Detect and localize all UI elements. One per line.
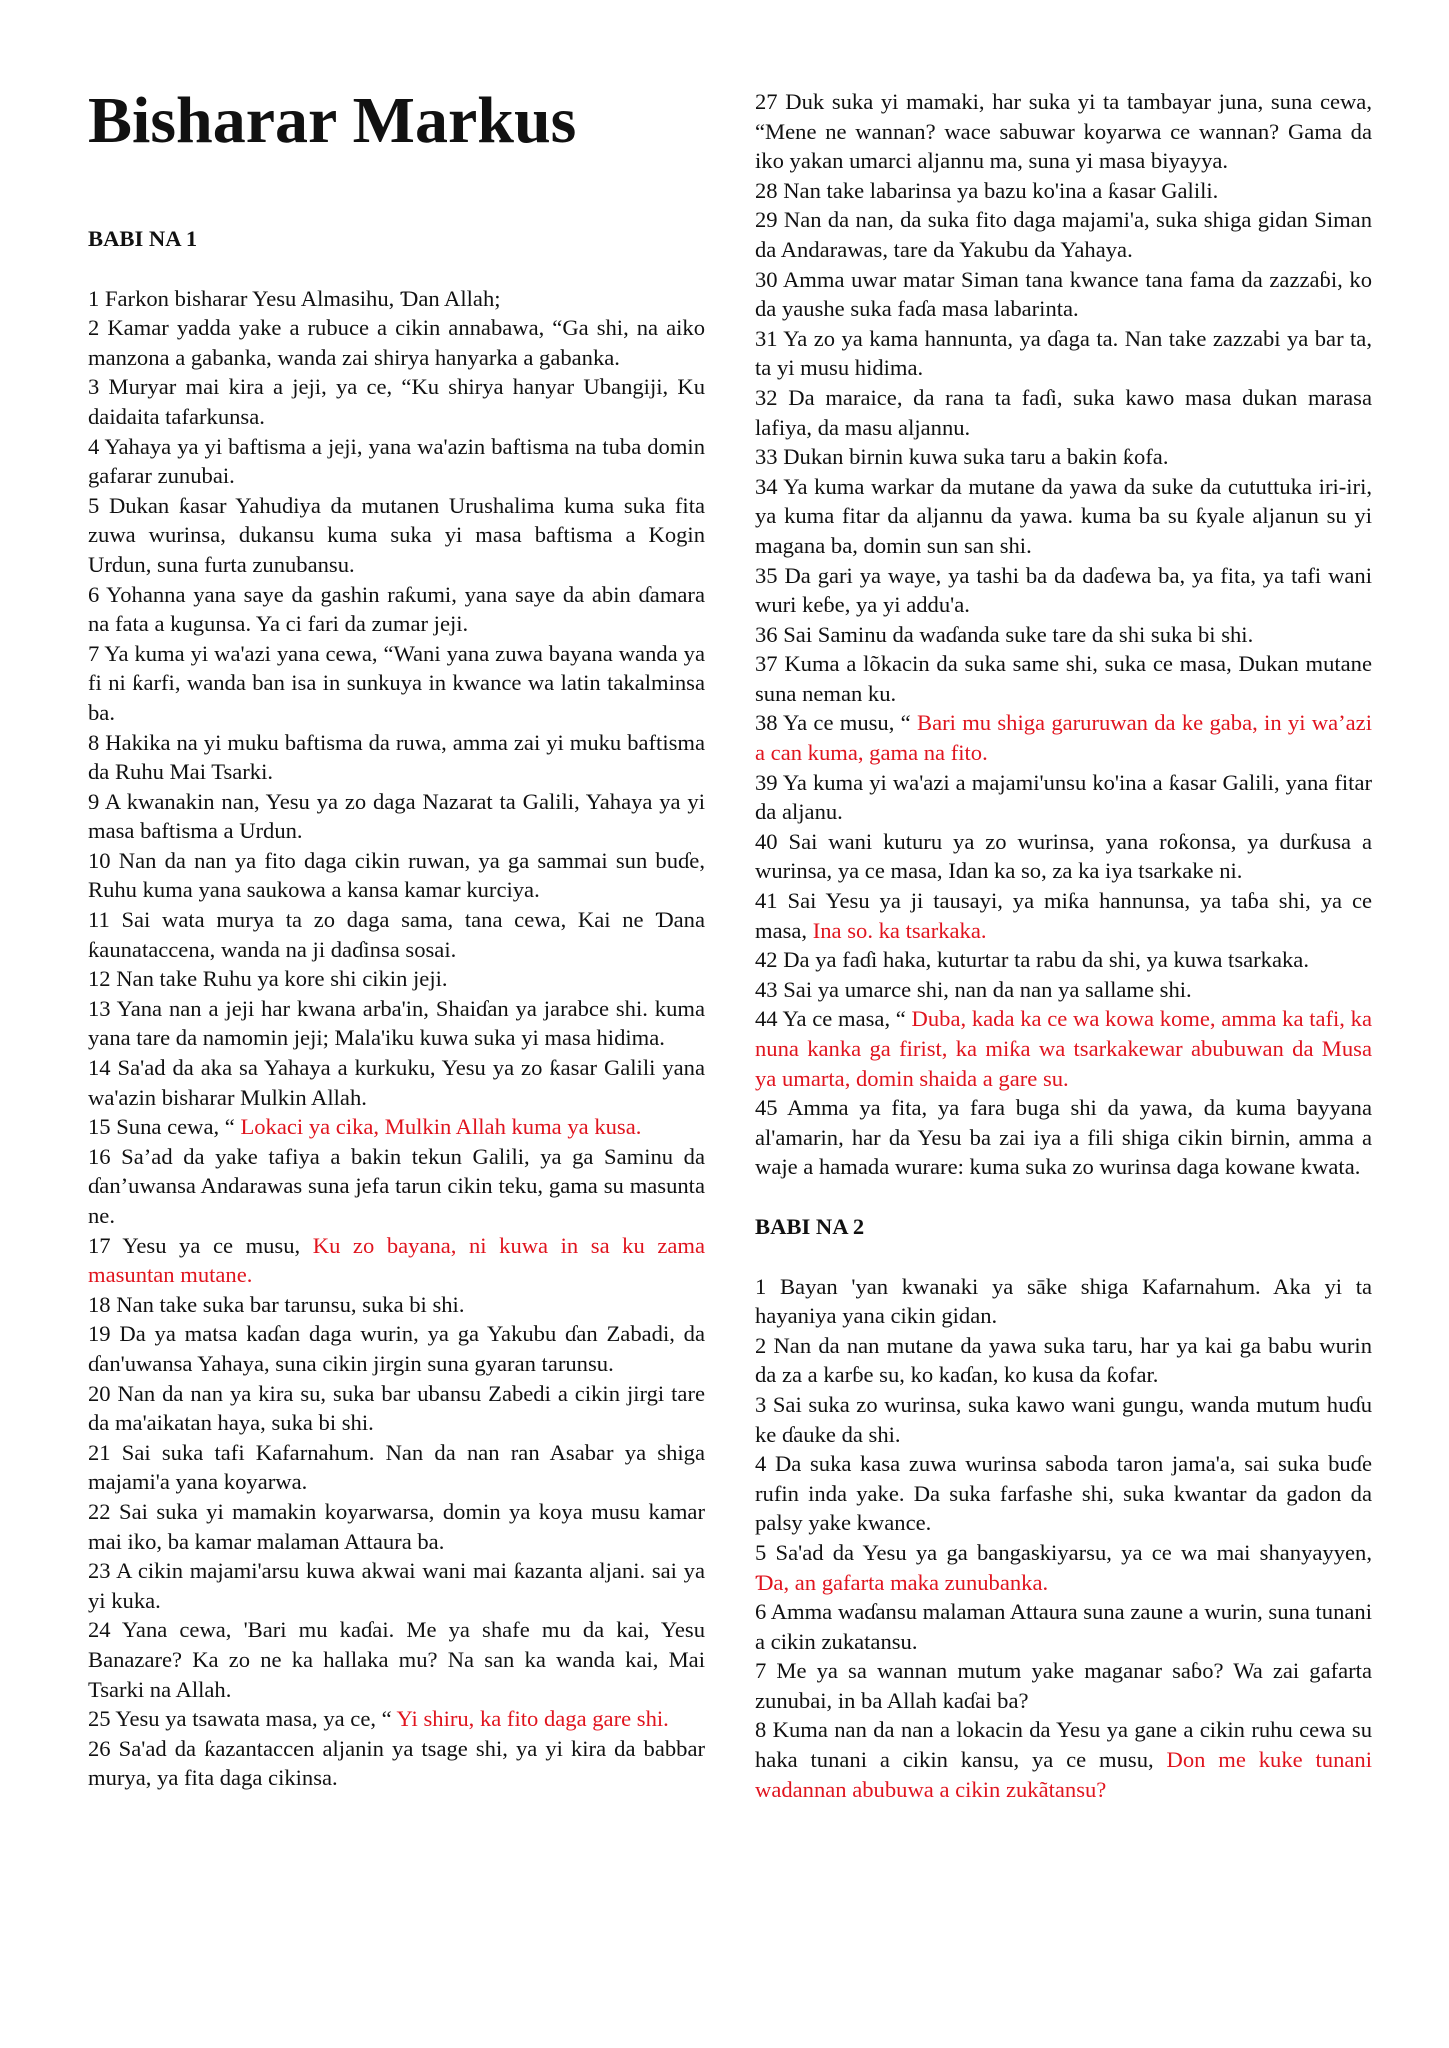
verse bbox=[755, 975, 1372, 1005]
verse-text: 28 Nan take labarinsa ya bazu ko'ina a ƙasar Galili. bbox=[755, 177, 1219, 203]
spoken-words: Ina so. ka tsarkaka. bbox=[812, 917, 987, 943]
verse-text: 43 Sai ya umarce shi, nan da nan ya sallame shi. bbox=[755, 976, 1192, 1002]
verse bbox=[88, 313, 705, 372]
right-column bbox=[755, 87, 1372, 1804]
verse-text: 12 Nan take Ruhu ya kore shi cikin jeji. bbox=[88, 966, 448, 992]
verse bbox=[755, 1093, 1372, 1182]
verse bbox=[88, 787, 705, 846]
verse-text: 7 Me ya sa wannan mutum yake maganar saɓo? Wa zai gafarta zunubai, in ba Allah kaɗai ba? bbox=[755, 1658, 1372, 1713]
verse bbox=[755, 886, 1372, 945]
verse-text: 4 Da suka kasa zuwa wurinsa saboda taron jama'a, sai suka buɗe rufin inda yake. Da suka farfashe shi, suka kwantar da gadon da palsy yake kwance. bbox=[755, 1451, 1372, 1536]
verse-text: 44 Ya ce masa, “ bbox=[755, 1006, 912, 1032]
verse bbox=[88, 284, 705, 314]
verse bbox=[755, 383, 1372, 442]
verse-text: 14 Sa'ad da aka sa Yahaya a kurkuku, Yesu ya zo ƙasar Galili yana wa'azin bisharar Mulkin Allah. bbox=[88, 1055, 705, 1110]
verse bbox=[88, 994, 705, 1053]
verse-text: 42 Da ya faɗi haka, kuturtar ta rabu da shi, ya kuwa tsarkaka. bbox=[755, 947, 1309, 973]
verse-text: 2 Nan da nan mutane da yawa suka taru, har ya kai ga babu wurin da za a karɓe su, ko kaɗan, ko kusa da ƙofar. bbox=[755, 1332, 1372, 1388]
verse bbox=[755, 561, 1372, 620]
verse-text: 4 Yahaya ya yi baftisma a jeji, yana wa'azin baftisma na tuba domin gafarar zunubai. bbox=[88, 433, 705, 489]
verse bbox=[88, 728, 705, 787]
verse bbox=[88, 1704, 705, 1734]
verse bbox=[755, 205, 1372, 264]
verse bbox=[755, 472, 1372, 561]
verse bbox=[88, 846, 705, 905]
verse-text: 2 Kamar yadda yake a rubuce a cikin annabawa, “Ga shi, na aiko manzona a gabanka, wanda zai shirya hanyarka a gabanka. bbox=[88, 315, 705, 370]
verse bbox=[88, 1290, 705, 1320]
verse bbox=[88, 1497, 705, 1556]
verse bbox=[755, 1331, 1372, 1390]
verse bbox=[755, 945, 1372, 975]
verse bbox=[88, 1379, 705, 1438]
verse-text: 30 Amma uwar matar Siman tana kwance tana fama da zazzaɓi, ko da yaushe suka faɗa masa labarinta. bbox=[755, 266, 1372, 322]
spoken-words: Don me kuke tunani wadannan abubuwa a cikin zukãtansu? bbox=[755, 1747, 1372, 1802]
verse bbox=[755, 1538, 1372, 1597]
verse bbox=[88, 1142, 705, 1231]
spoken-words: Ɗa, an gafarta maka zunubanka. bbox=[755, 1569, 1049, 1595]
verse bbox=[755, 87, 1372, 176]
verse bbox=[755, 265, 1372, 324]
document-title: Bisharar Markus bbox=[88, 84, 577, 157]
verse-text: 9 A kwanakin nan, Yesu ya zo daga Nazarat ta Galili, Yahaya ya yi masa baftisma a Urdun. bbox=[88, 788, 705, 844]
verse-text: 34 Ya kuma warkar da mutane da yawa da suke da cututtuka iri-iri, ya kuma fitar da aljannu da yawa. kuma ba su ƙyale aljanun su yi magana ba, domin sun san shi. bbox=[755, 473, 1372, 558]
verse bbox=[755, 620, 1372, 650]
verse bbox=[88, 1231, 705, 1290]
verse-text: 40 Sai wani kuturu ya zo wurinsa, yana roƙonsa, ya durƙusa a wurinsa, ya ce masa, Idan ka so, za ka iya tsarkake ni. bbox=[755, 828, 1372, 884]
verse bbox=[88, 491, 705, 580]
verse-text: 24 Yana cewa, 'Bari mu kaɗai. Me ya shafe mu da kai, Yesu Banazare? Ka zo ne ka hallaka mu? Na san ka wanda kai, Mai Tsarki na Allah. bbox=[88, 1617, 705, 1702]
verse-text: 1 Bayan 'yan kwanaki ya sāke shiga Kafarnahum. Aka yi ta hayaniya yana cikin gidan. bbox=[755, 1273, 1372, 1329]
left-column bbox=[88, 224, 705, 1793]
verse-text: 23 A cikin majami'arsu kuwa akwai wani mai ƙazanta aljani. sai ya yi kuka. bbox=[88, 1558, 705, 1613]
verse-text: 33 Dukan birnin kuwa suka taru a bakin ƙofa. bbox=[755, 444, 1169, 470]
verse bbox=[755, 768, 1372, 827]
verse-text: 18 Nan take suka bar tarunsu, suka bi shi. bbox=[88, 1291, 465, 1317]
verse-text: 31 Ya zo ya kama hannunta, ya ɗaga ta. Nan take zazzabi ya bar ta, ta yi musu hidima. bbox=[755, 325, 1372, 381]
verse bbox=[88, 1319, 705, 1378]
verse-text: 19 Da ya matsa kaɗan daga wurin, ya ga Yakubu ɗan Zabadi, da ɗan'uwansa Yahaya, suna cikin jirgin suna gyaran tarunsu. bbox=[88, 1321, 705, 1376]
verse bbox=[88, 964, 705, 994]
verse-text: 8 Kuma nan da nan a lokacin da Yesu ya gane a cikin ruhu cewa su haka tunani a cikin kansu, ya ce musu, bbox=[755, 1717, 1372, 1773]
verse bbox=[755, 1715, 1372, 1804]
verse-text: 5 Sa'ad da Yesu ya ga bangaskiyarsu, ya ce wa mai shanyayyen, bbox=[755, 1539, 1372, 1565]
verse-text: 3 Sai suka zo wurinsa, suka kawo wani gungu, wanda mutum huɗu ke ɗauke da shi. bbox=[755, 1391, 1372, 1447]
verse bbox=[755, 1656, 1372, 1715]
verse-text: 7 Ya kuma yi wa'azi yana cewa, “Wani yana zuwa bayana wanda ya fi ni ƙarfi, wanda ban isa in sunkuya in kwance wa latin takalminsa ba. bbox=[88, 640, 705, 725]
verse bbox=[88, 905, 705, 964]
verse bbox=[88, 432, 705, 491]
verse-text: 11 Sai wata murya ta zo daga sama, tana cewa, Kai ne Ɗana ƙaunataccena, wanda na ji daɗinsa sosai. bbox=[88, 907, 705, 962]
verse-text: 32 Da maraice, da rana ta faɗi, suka kawo masa dukan marasa lafiya, da masu aljannu. bbox=[755, 384, 1372, 440]
verse bbox=[755, 1597, 1372, 1656]
verse-text: 13 Yana nan a jeji har kwana arba'in, Shaiɗan ya jarabce shi. kuma yana tare da namomin jeji; Mala'iku kuwa suka yi masa hidima. bbox=[88, 995, 705, 1051]
verse-text: 16 Sa’ad da yake tafiya a bakin tekun Galili, ya ga Saminu da ɗan’uwansa Andarawas suna jefa tarun cikin teku, gama su masunta ne. bbox=[88, 1143, 705, 1228]
chapter-heading: BABI NA 1 bbox=[88, 226, 198, 251]
verse bbox=[88, 1438, 705, 1497]
verse-text: 25 Yesu ya tsawata masa, ya ce, “ bbox=[88, 1706, 397, 1732]
verse-text: 38 Ya ce musu, “ bbox=[755, 710, 917, 736]
verse-text: 1 Farkon bisharar Yesu Almasihu, Ɗan Allah; bbox=[88, 285, 501, 311]
verse bbox=[88, 1556, 705, 1615]
verse-text: 17 Yesu ya ce musu, bbox=[88, 1232, 313, 1258]
verse bbox=[88, 639, 705, 728]
verse-text: 6 Amma waɗansu malaman Attaura suna zaune a wurin, suna tunani a cikin zukatansu. bbox=[755, 1599, 1372, 1654]
spoken-words: Duba, kada ka ce wa kowa kome, amma ka tafi, ka nuna kanka ga firist, ka miƙa wa tsarkakewar abubuwan da Musa ya umarta, domin shaida a gare su. bbox=[755, 1006, 1372, 1091]
verse bbox=[88, 1615, 705, 1704]
verse bbox=[755, 1390, 1372, 1449]
verse bbox=[755, 649, 1372, 708]
verse bbox=[755, 1272, 1372, 1331]
verse-text: 10 Nan da nan ya fito daga cikin ruwan, ya ga sammai sun buɗe, Ruhu kuma yana saukowa a kansa kamar kurciya. bbox=[88, 847, 705, 903]
verse-text: 36 Sai Saminu da waɗanda suke tare da shi suka bi shi. bbox=[755, 621, 1254, 647]
verse-text: 22 Sai suka yi mamakin koyarwarsa, domin ya koya musu kamar mai iko, ba kamar malaman Attaura ba. bbox=[88, 1498, 705, 1554]
verse bbox=[88, 1053, 705, 1112]
verse bbox=[755, 176, 1372, 206]
verse bbox=[88, 1112, 705, 1142]
verse-text: 6 Yohanna yana saye da gashin raƙumi, yana saye da abin ɗamara na fata a kugunsa. Ya ci fari da zumar jeji. bbox=[88, 581, 705, 637]
verse-text: 26 Sa'ad da ƙazantaccen aljanin ya tsage shi, ya yi kira da babbar murya, ya fita daga cikinsa. bbox=[88, 1735, 705, 1791]
verse-text: 35 Da gari ya waye, ya tashi ba da daɗewa ba, ya fita, ya tafi wani wuri keɓe, ya yi addu'a. bbox=[755, 562, 1372, 618]
spoken-words: Yi shiru, ka fito daga gare shi. bbox=[396, 1706, 669, 1732]
verse-text: 15 Suna cewa, “ bbox=[88, 1114, 241, 1140]
verse-text: 27 Duk suka yi mamaki, har suka yi ta tambayar juna, suna cewa, “Mene ne wannan? wace sabuwar koyarwa ce wannan? Gama da iko yakan umarci aljannu ma, suna yi masa biyayya. bbox=[755, 89, 1372, 174]
verse bbox=[88, 1734, 705, 1793]
verse-text: 20 Nan da nan ya kira su, suka bar ubansu Zabedi a cikin jirgi tare da ma'aikatan haya, suka bi shi. bbox=[88, 1380, 705, 1436]
verse-text: 45 Amma ya fita, ya fara buga shi da yawa, da kuma bayyana al'amarin, har da Yesu ba zai iya a fili shiga cikin birnin, amma a waje a hamada wurare: kuma suka zo wurinsa daga kowane kwata. bbox=[755, 1095, 1372, 1180]
verse-text: 37 Kuma a lõkacin da suka same shi, suka ce masa, Dukan mutane suna neman ku. bbox=[755, 651, 1372, 706]
verse-text: 41 Sai Yesu ya ji tausayi, ya miƙa hannunsa, ya taɓa shi, ya ce masa, bbox=[755, 888, 1372, 943]
verse-text: 21 Sai suka tafi Kafarnahum. Nan da nan ran Asabar ya shiga majami'a yana koyarwa. bbox=[88, 1439, 705, 1495]
verse-text: 5 Dukan ƙasar Yahudiya da mutanen Urushalima kuma suka fita zuwa wurinsa, dukansu kuma suka yi masa baftisma a Kogin Urdun, suna furta zunubansu. bbox=[88, 492, 705, 577]
verse-text: 29 Nan da nan, da suka fito daga majami'a, suka shiga gidan Siman da Andarawas, tare da Yakubu da Yahaya. bbox=[755, 207, 1372, 262]
verse bbox=[755, 708, 1372, 767]
verse bbox=[755, 1004, 1372, 1093]
verse bbox=[755, 442, 1372, 472]
verse bbox=[88, 580, 705, 639]
verse-text: 8 Hakika na yi muku baftisma da ruwa, amma zai yi muku baftisma da Ruhu Mai Tsarki. bbox=[88, 729, 705, 785]
spoken-words: Bari mu shiga garuruwan da ke gaba, in yi wa’azi a can kuma, gama na fito. bbox=[755, 710, 1372, 766]
verse-text: 3 Muryar mai kira a jeji, ya ce, “Ku shirya hanyar Ubangiji, Ku daidaita tafarkunsa. bbox=[88, 374, 705, 429]
spoken-words: Lokaci ya cika, Mulkin Allah kuma ya kusa. bbox=[240, 1114, 642, 1140]
verse bbox=[755, 1449, 1372, 1538]
verse bbox=[755, 324, 1372, 383]
verse-text: 39 Ya kuma yi wa'azi a majami'unsu ko'ina a ƙasar Galili, yana fitar da aljanu. bbox=[755, 769, 1372, 825]
verse bbox=[755, 827, 1372, 886]
chapter-heading: BABI NA 2 bbox=[755, 1213, 865, 1239]
verse bbox=[88, 372, 705, 431]
spoken-words: Ku zo bayana, ni kuwa in sa ku zama masuntan mutane. bbox=[88, 1232, 705, 1288]
